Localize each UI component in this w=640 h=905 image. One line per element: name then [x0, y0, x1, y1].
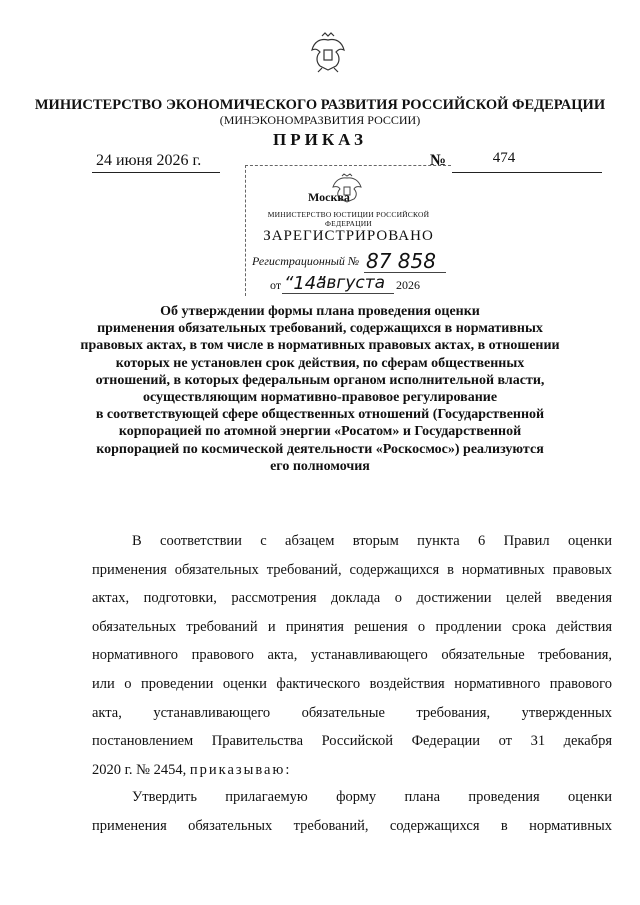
- stamp-reg-number-label: Регистрационный №: [252, 254, 360, 268]
- body-line: Утвердить прилагаемую форму плана проведения оценки: [132, 789, 612, 805]
- title-line: правовых актах, в том числе в нормативных правовых актах, в отношении: [80, 338, 560, 354]
- stamp-from-label: от: [270, 278, 282, 292]
- order-verb: приказываю:: [189, 761, 292, 778]
- title-line: его полномочия: [270, 458, 370, 474]
- stamp-ministry-name: МИНИСТЕРСТВО ЮСТИЦИИ РОССИЙСКОЙ ФЕДЕРАЦИИ: [267, 210, 430, 228]
- body-paragraph-1: [92, 527, 612, 784]
- body-line: или о проведении оценки фактического воздействия нормативного правового: [92, 675, 612, 692]
- date-underline: [92, 172, 220, 173]
- stamp-day-value: “14”: [284, 273, 326, 294]
- body-line: применения обязательных требований, содержащихся в нормативных правовых: [92, 561, 612, 578]
- body-line: акта, устанавливающего обязательные требования, утвержденных: [92, 704, 612, 721]
- body-line: обязательных требований и принятия решения о продлении срока действия: [92, 618, 612, 635]
- title-line: корпорацией по атомной энергии «Росатом» и Государственной: [118, 424, 522, 440]
- stamp-month-value: августа: [316, 273, 386, 293]
- document-title: [80, 303, 560, 475]
- body-line-last: [92, 756, 612, 785]
- title-line: корпорацией по космической деятельности «Роскосмос») реализуются: [96, 441, 544, 457]
- stamp-reg-number-value: 87 858: [366, 249, 436, 273]
- ministry-name: МИНИСТЕРСТВО ЭКОНОМИЧЕСКОГО РАЗВИТИЯ РОССИЙСКОЙ ФЕДЕРАЦИИ: [34, 97, 606, 113]
- body-line: актах, подготовки, рассмотрения доклада о достижении целей введения: [92, 590, 612, 607]
- ministry-abbreviation: (МИНЭКОНОМРАЗВИТИЯ РОССИИ): [219, 113, 421, 127]
- title-line: которых не установлен срок действия, по сферам общественных: [115, 355, 525, 371]
- body-paragraph-2: [92, 783, 612, 840]
- body-line: постановлением Правительства Российской Федерации от 31 декабря: [92, 733, 612, 750]
- title-line: отношений, в которых федеральным органом исполнительной власти,: [95, 372, 545, 388]
- body-line: применения обязательных требований, содержащихся в нормативных: [92, 817, 612, 834]
- order-date: 24 июня 2026 г.: [96, 152, 202, 169]
- stamp-year-value: 2026: [396, 278, 420, 292]
- order-number: 474: [492, 150, 516, 166]
- decree-reference: 2020 г. № 2454,: [92, 761, 190, 778]
- registration-stamp: [245, 165, 451, 296]
- stamp-registered-label: ЗАРЕГИСТРИРОВАНО: [263, 228, 434, 244]
- body-line: нормативного правового акта, устанавливающего обязательные требования,: [92, 647, 612, 664]
- city: Москва: [308, 190, 350, 204]
- order-title: ПРИКАЗ: [273, 130, 367, 149]
- coat-of-arms-emblem: [308, 30, 348, 74]
- stamp-date-underline: [282, 293, 394, 294]
- title-line: Об утверждении формы плана проведения оценки: [160, 304, 480, 319]
- body-line: В соответствии с абзацем вторым пункта 6 Правил оценки: [132, 533, 612, 549]
- title-line: применения обязательных требований, содержащихся в нормативных: [97, 321, 543, 337]
- number-sign: №: [430, 152, 447, 169]
- title-line: в соответствующей сфере общественных отношений (Государственной: [95, 407, 545, 423]
- title-line: осуществляющим нормативно-правовое регулирование: [142, 390, 498, 406]
- number-underline: [452, 172, 602, 173]
